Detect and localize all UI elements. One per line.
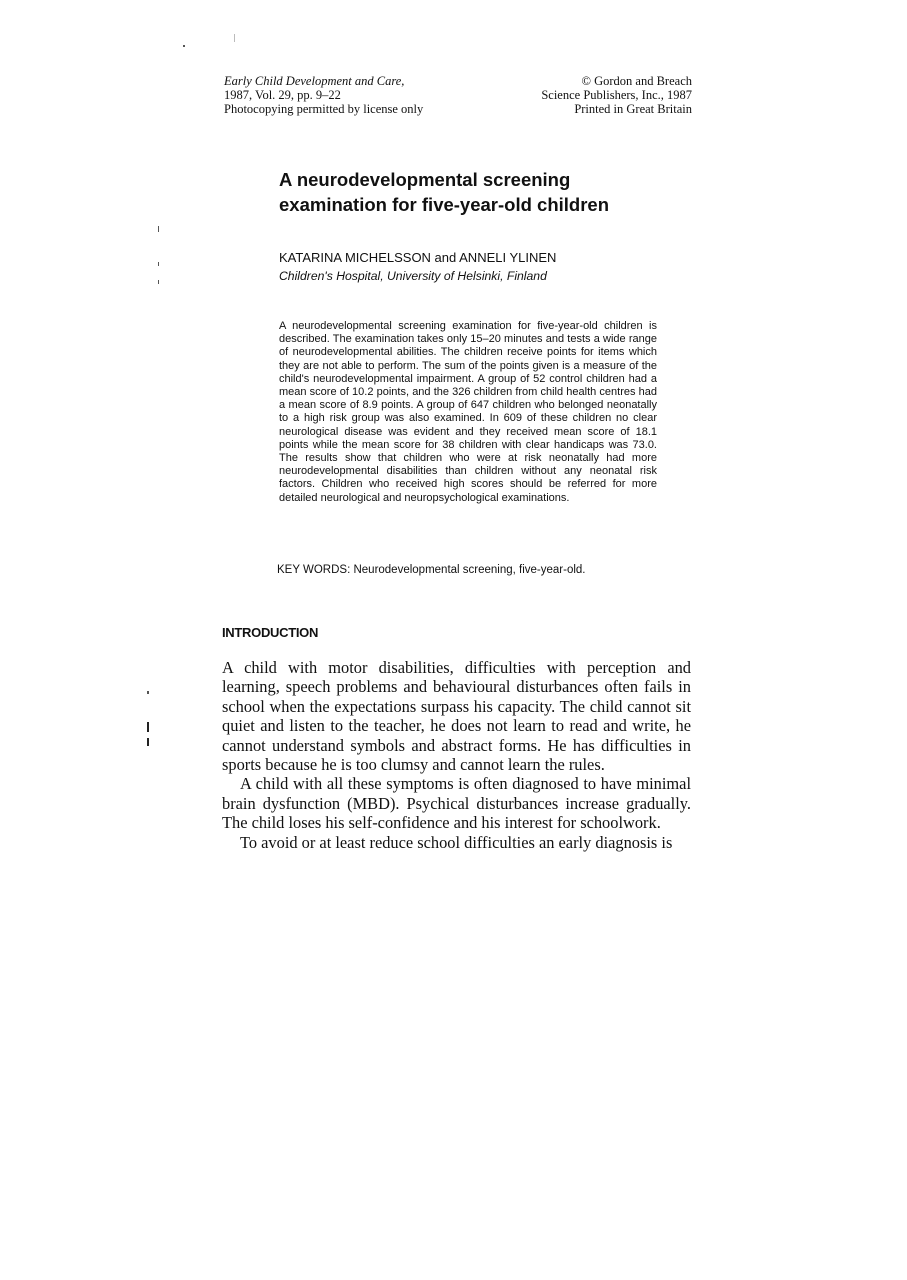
journal-volume: 1987, Vol. 29, pp. 9–22 [224, 88, 341, 102]
title-line-1: A neurodevelopmental screening [279, 169, 571, 190]
section-heading-introduction: INTRODUCTION [222, 625, 319, 640]
body-paragraph: To avoid or at least reduce school difficulties an early diagnosis is [240, 832, 673, 852]
author-affiliation: Children's Hospital, University of Helsinki, Finland [279, 269, 547, 283]
photocopy-notice: Photocopying permitted by license only [224, 102, 424, 116]
keywords: KEY WORDS: Neurodevelopmental screening, five-year-old. [277, 564, 586, 576]
body-paragraph: A child with all these symptoms is often diagnosed to have minimal brain dysfunction (MBD). Psychical disturbances increase gradually. The child loses his self-confidence and his interest for schoolwork. [222, 774, 691, 833]
scan-speck [183, 45, 185, 47]
scan-speck [158, 280, 159, 284]
scan-speck [147, 691, 149, 694]
scan-speck [147, 738, 149, 746]
paper-title [279, 167, 699, 217]
body-paragraph: A child with motor disabilities, difficulties with perception and learning, speech problems and behavioural disturbances often fails in school when the expectations surpass his capacity. The child cannot sit quiet and listen to the teacher, he does not learn to read and write, he cannot understand symbols and abstract forms. He has difficulties in sports because he is too clumsy and cannot learn the rules. [222, 658, 691, 775]
abstract: A neurodevelopmental screening examination for five-year-old children is described. The examination takes only 15–20 minutes and tests a wide range of neurodevelopmental abilities. The children receive points for items which they are not able to perform. The sum of the points given is a measure of the child's neurodevelopmental impairment. A group of 52 control children had a mean score of 10.2 points, and the 326 children from child health centres had a mean score of 8.9 points. A group of 647 children who belonged neonatally to a high risk group was also examined. In 609 of these children no clear neurological disease was evident and they received mean score of 18.1 points while the mean score for 38 children with clear handicaps was 73.0. The results show that children who were at risk neonatally had more neurodevelopmental disabilities than children without any neonatal risk factors. Children who received high scores should be referred for more detailed neurological and neuropsychological examinations. [279, 320, 657, 504]
publisher-info [492, 74, 692, 116]
scan-speck [147, 722, 149, 732]
journal-name: Early Child Development and Care, [224, 74, 405, 88]
journal-citation [224, 74, 484, 116]
copyright-line: © Gordon and Breach [581, 74, 692, 88]
printed-line: Printed in Great Britain [574, 102, 692, 116]
publisher-line: Science Publishers, Inc., 1987 [541, 88, 692, 102]
introduction-body [222, 658, 691, 852]
scan-speck [234, 34, 235, 42]
author-list: KATARINA MICHELSSON and ANNELI YLINEN [279, 250, 557, 265]
scan-speck [158, 262, 159, 266]
title-line-2: examination for five-year-old children [279, 194, 609, 215]
scan-speck [158, 226, 159, 232]
